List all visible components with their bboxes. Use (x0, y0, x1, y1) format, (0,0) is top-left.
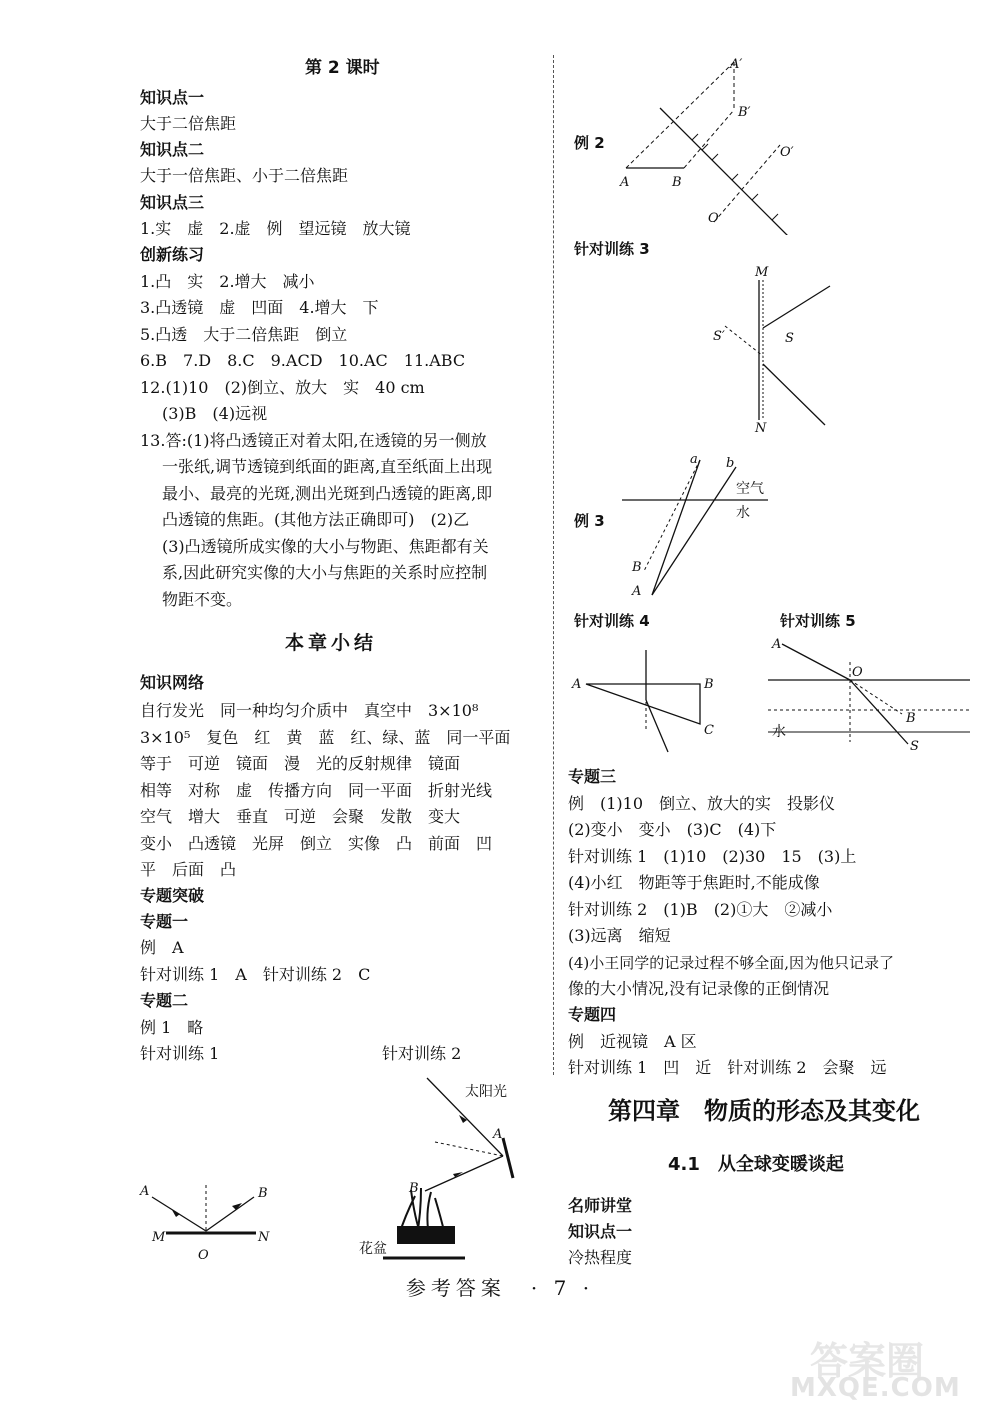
topic3-line: 像的大小情况,没有记录像的正倒情况 (568, 979, 830, 998)
fig-ex2-label: A′ (730, 57, 743, 72)
training5-figure (764, 632, 974, 757)
kp3-answer: 1.实 虚 2.虚 例 望远镜 放大镜 (140, 219, 411, 238)
topic3-line: (2)变小 变小 (3)C (4)下 (568, 820, 777, 839)
fig-left2-label: 花盆 (359, 1241, 387, 1257)
fig-t4-label: B (704, 677, 714, 692)
fig-left2-label: B (409, 1181, 419, 1196)
topic2-training1-label: 针对训练 1 (140, 1044, 220, 1063)
network-line: 空气 增大 垂直 可逆 会聚 发散 变大 (140, 807, 461, 826)
innovation-line: 3.凸透镜 虚 凹面 4.增大 下 (140, 298, 379, 317)
kp1-answer: 冷热程度 (568, 1248, 633, 1267)
example3-label: 例 3 (574, 512, 605, 530)
fig-left2-label: 太阳光 (465, 1084, 507, 1100)
kp1-heading: 知识点一 (568, 1222, 633, 1241)
q13-line: 最小、最亮的光斑,测出光斑到凸透镜的距离,即 (162, 484, 493, 503)
fig-left1-label: B (258, 1186, 268, 1201)
fig-t5-label: S (910, 739, 919, 754)
fig-t3-label: S′ (713, 329, 725, 344)
watermark-logo: 答案圈 (810, 1339, 925, 1383)
fig-left1-label: O (198, 1248, 209, 1263)
kp2-heading: 知识点二 (140, 140, 205, 159)
q13-line: 物距不变。 (162, 590, 243, 609)
fig-ex3-label: b (726, 456, 735, 471)
lesson-title: 第 2 课时 (305, 58, 380, 78)
fig-t4-label: A (572, 677, 582, 692)
topic4-example: 例 近视镜 A 区 (568, 1032, 697, 1051)
topic3-line: 针对训练 1 (1)10 (2)30 15 (3)上 (568, 847, 857, 866)
fig-ex2-label: B′ (738, 105, 751, 120)
sunlight-flowerpot-figure (355, 1068, 550, 1268)
watermark-url: MXQE.COM (790, 1373, 961, 1403)
q13-line: 13.答:(1)将凸透镜正对着太阳,在透镜的另一侧放 (140, 431, 487, 450)
fig-t5-label: O (852, 665, 863, 680)
topic3-line: (4)小王同学的记录过程不够全面,因为他只记录了 (568, 954, 895, 972)
kp3-heading: 知识点三 (140, 193, 205, 212)
reflection-figure (138, 1175, 288, 1270)
network-line: 等于 可逆 镜面 漫 光的反射规律 镜面 (140, 754, 461, 773)
training4-figure (570, 640, 730, 770)
innovation-line: 1.凸 实 2.增大 减小 (140, 272, 315, 291)
fig-t4-label: C (704, 723, 714, 738)
section-title: 4.1 从全球变暖谈起 (668, 1154, 844, 1175)
page-footer: 参考答案 · 7 · (405, 1276, 595, 1300)
topic1-example: 例 A (140, 938, 184, 957)
q13-line: 凸透镜的焦距。(其他方法正确即可) (2)乙 (162, 510, 470, 529)
example3-figure (618, 445, 788, 600)
fig-t5-label: B (906, 711, 916, 726)
fig-ex2-label: B (672, 175, 682, 190)
column-divider (553, 55, 554, 1075)
fig-t3-label: M (755, 265, 769, 280)
topic2-example: 例 1 略 (140, 1018, 204, 1037)
training3-figure (705, 260, 845, 435)
network-heading: 知识网络 (140, 673, 205, 692)
training4-label: 针对训练 4 (574, 612, 650, 630)
topic1-training: 针对训练 1 A 针对训练 2 C (140, 965, 371, 984)
innovation-line: 6.B 7.D 8.C 9.ACD 10.AC 11.ABC (140, 351, 466, 370)
training3-label: 针对训练 3 (574, 240, 650, 258)
fig-ex3-label: B (632, 560, 642, 575)
topic1-heading: 专题一 (140, 912, 189, 931)
network-line: 自行发光 同一种均匀介质中 真空中 3×10⁸ (140, 701, 479, 720)
example2-label: 例 2 (574, 134, 605, 152)
innovation-line: 5.凸透 大于二倍焦距 倒立 (140, 325, 348, 344)
network-line: 3×10⁵ 复色 红 黄 蓝 红、绿、蓝 同一平面 (140, 728, 511, 747)
q13-line: 一张纸,调节透镜到纸面的距离,直至纸面上出现 (162, 457, 493, 476)
topic3-line: 针对训练 2 (1)B (2)①大 ②减小 (568, 900, 833, 919)
chapter-title: 第四章 物质的形态及其变化 (608, 1097, 920, 1125)
fig-ex3-label: a (690, 452, 698, 467)
network-line: 相等 对称 虚 传播方向 同一平面 折射光线 (140, 781, 493, 800)
fig-ex2-label: O′ (780, 145, 794, 160)
fig-left1-label: N (258, 1230, 270, 1245)
fig-left2-label: A (493, 1127, 503, 1142)
topic3-line: 例 (1)10 倒立、放大的实 投影仪 (568, 794, 836, 813)
fig-t3-label: S (785, 331, 794, 346)
fig-ex3-label: 空气 (736, 481, 764, 497)
fig-ex2-label: O (708, 211, 719, 226)
fig-left1-label: M (152, 1230, 166, 1245)
teacher-heading: 名师讲堂 (568, 1196, 633, 1215)
topic3-heading: 专题三 (568, 767, 617, 786)
fig-t5-label: 水 (772, 724, 786, 740)
kp2-answer: 大于一倍焦距、小于二倍焦距 (140, 166, 349, 185)
q13-line: (3)凸透镜所成实像的大小与物距、焦距都有关 (162, 537, 489, 556)
fig-ex2-label: A (620, 175, 630, 190)
innovation-heading: 创新练习 (140, 245, 205, 264)
topic3-line: (4)小红 物距等于焦距时,不能成像 (568, 873, 820, 892)
fig-t3-label: N (755, 421, 767, 435)
breakthrough-heading: 专题突破 (140, 886, 205, 905)
fig-t5-label: A (772, 637, 782, 652)
kp1-answer: 大于二倍焦距 (140, 114, 237, 133)
topic3-line: (3)远离 缩短 (568, 926, 671, 945)
fig-ex3-label: 水 (736, 505, 750, 521)
training5-label: 针对训练 5 (780, 612, 856, 630)
summary-title: 本章小结 (285, 632, 378, 654)
kp1-heading: 知识点一 (140, 88, 205, 107)
topic4-heading: 专题四 (568, 1005, 617, 1024)
innovation-line: 12.(1)10 (2)倒立、放大 实 40 cm (140, 378, 425, 397)
topic2-training2-label: 针对训练 2 (382, 1044, 462, 1063)
topic4-training: 针对训练 1 凹 近 针对训练 2 会聚 远 (568, 1058, 887, 1077)
network-line: 平 后面 凸 (140, 860, 237, 879)
fig-left1-label: A (140, 1184, 150, 1199)
network-line: 变小 凸透镜 光屏 倒立 实像 凸 前面 凹 (140, 834, 493, 853)
q13-line: 系,因此研究实像的大小与焦距的关系时应控制 (162, 563, 488, 582)
example2-figure (612, 50, 802, 235)
q12-continuation: (3)B (4)远视 (162, 404, 268, 423)
fig-ex3-label: A (632, 584, 642, 599)
topic2-heading: 专题二 (140, 991, 189, 1010)
